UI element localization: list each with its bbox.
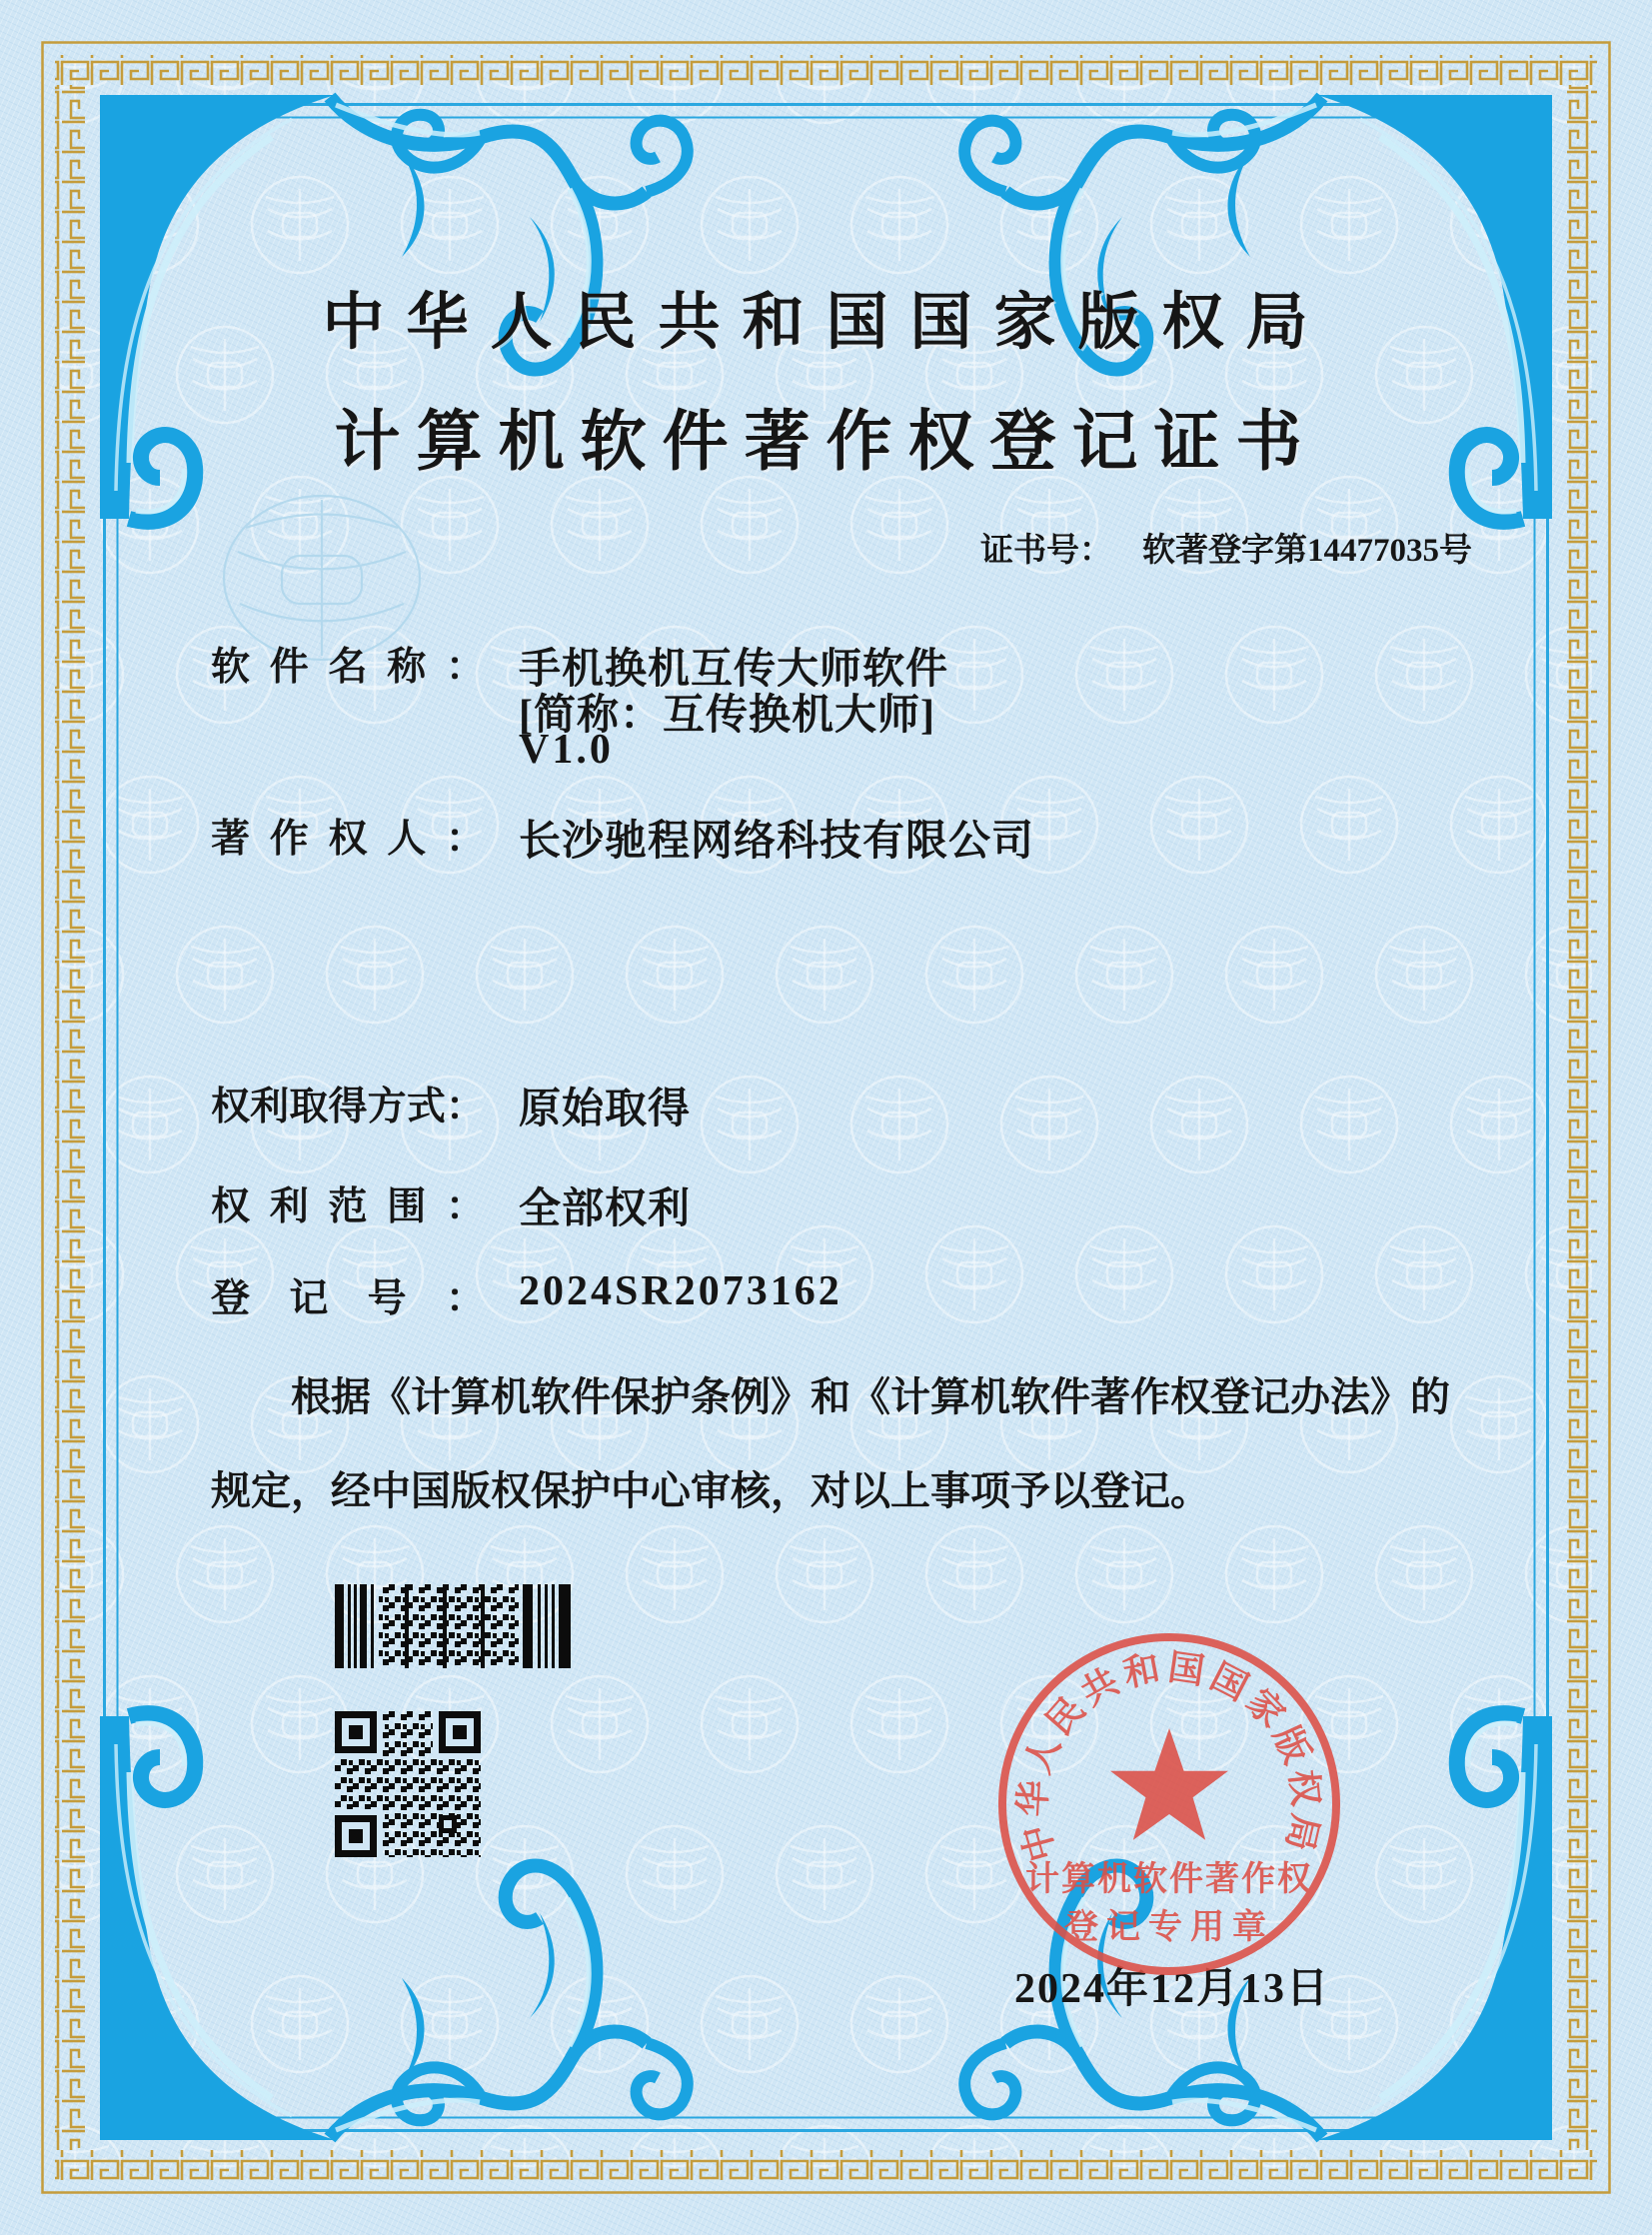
seal-text-line1: 计算机软件著作权	[1025, 1861, 1313, 1898]
copyright-owner-label: 著作权人：	[211, 818, 485, 861]
certificate-number-line	[980, 524, 1472, 571]
statement-line2: 规定，经中国版权保护中心审核，对以上事项予以登记。	[211, 1468, 1210, 1513]
seal-star	[1110, 1728, 1228, 1840]
copyright-owner-value: 长沙驰程网络科技有限公司	[519, 819, 1035, 865]
registration-no-value: 2024SR2073162	[519, 1268, 842, 1314]
software-alias: [简称：互传换机大师]	[519, 693, 935, 739]
field-row-acquisition	[211, 1076, 691, 1135]
acquisition-label: 权利取得方式：	[211, 1086, 485, 1128]
field-row-copyright-owner	[211, 808, 1034, 868]
issue-date: 2024年12月13日	[1013, 1966, 1330, 2012]
acquisition-value: 原始取得	[519, 1087, 692, 1132]
field-row-scope	[211, 1175, 691, 1235]
certificate-title: 计算机软件著作权登记证书	[334, 406, 1318, 479]
statement-line1: 根据《计算机软件保护条例》和《计算机软件著作权登记办法》的	[291, 1374, 1450, 1419]
field-row-registration-no	[211, 1267, 842, 1323]
seal-arc-text: 中华人民共和国国家版权局	[1012, 1646, 1327, 1866]
registration-no-label: 登记号：	[211, 1277, 485, 1320]
software-name-value: 手机换机互传大师软件	[519, 647, 949, 693]
certificate-number-label: 证书号：	[980, 533, 1112, 569]
software-name-label: 软件名称：	[211, 646, 485, 689]
barcode	[335, 1584, 571, 1668]
seal-text-line2: 登记专用章	[1064, 1909, 1274, 1946]
official-seal	[984, 1619, 1354, 1989]
scope-value: 全部权利	[519, 1186, 692, 1232]
scope-label: 权利范围：	[211, 1185, 485, 1228]
software-version: V1.0	[519, 727, 614, 773]
certificate-number-value: 软著登字第14477035号	[1142, 533, 1472, 569]
authority-title: 中华人民共和国国家版权局	[322, 289, 1330, 357]
qr-code	[335, 1711, 481, 1857]
